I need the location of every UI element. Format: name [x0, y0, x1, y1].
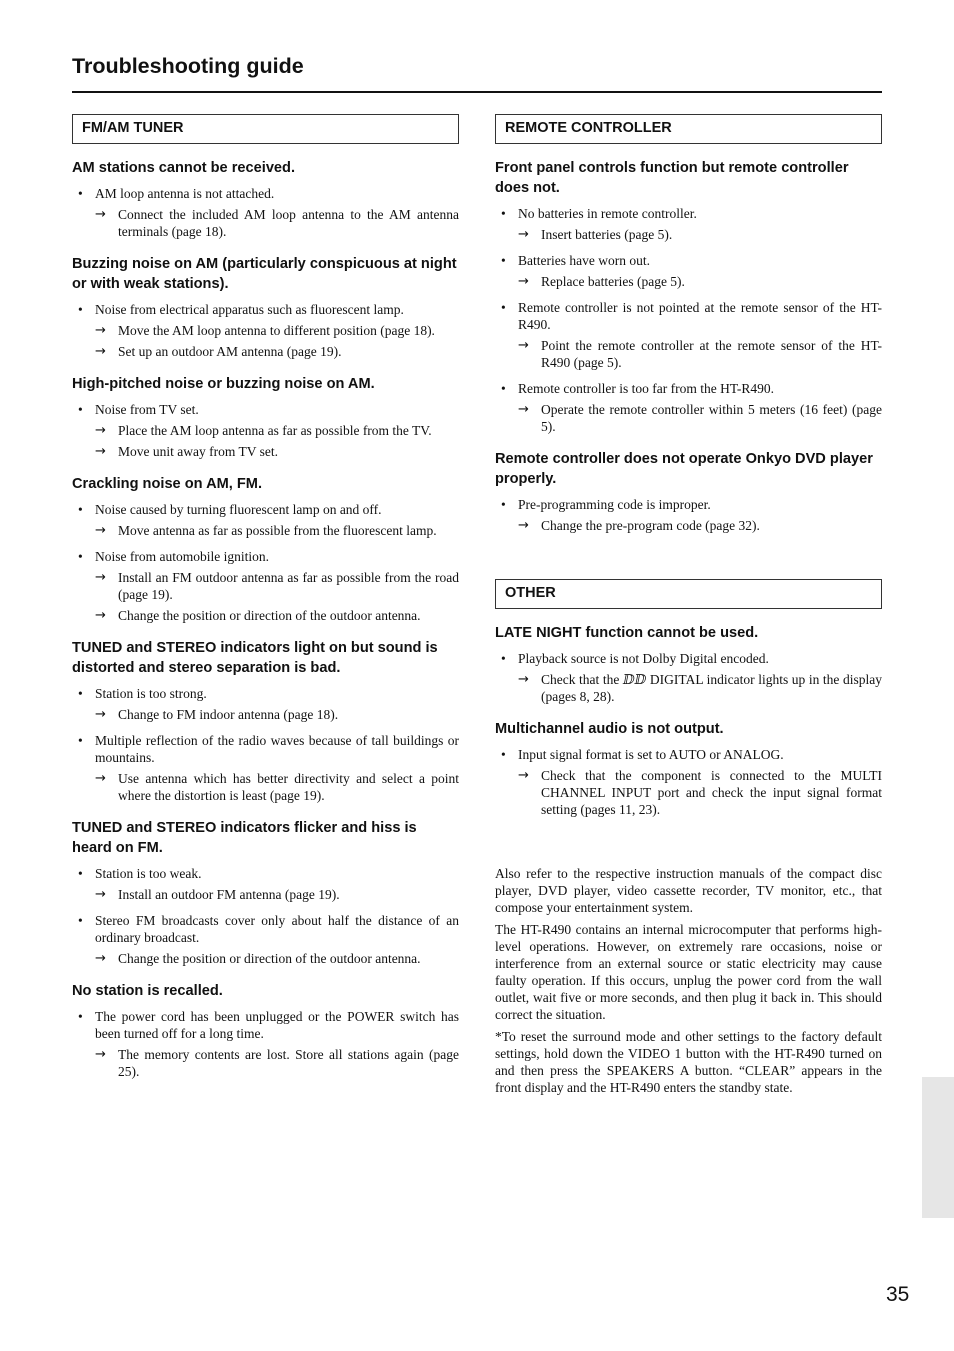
solution-item [72, 569, 459, 603]
remote-problems [495, 158, 882, 534]
cause-item [72, 865, 459, 882]
cause-text: Station is too weak. [95, 866, 202, 881]
cause-text: Station is too strong. [95, 686, 207, 701]
cause-item [495, 746, 882, 763]
arrow-right-icon: → [518, 518, 529, 533]
page-title: Troubleshooting guide [72, 54, 304, 78]
cause-item [72, 301, 459, 318]
arrow-right-icon: → [518, 672, 529, 687]
problem-item [72, 474, 459, 624]
cause-group [495, 205, 882, 243]
solution-text: Place the AM loop antenna as far as possible from the TV. [118, 423, 432, 438]
solution-item [495, 337, 882, 371]
cause-text: Pre-programming code is improper. [518, 497, 711, 512]
solution-item [72, 607, 459, 624]
cause-item [72, 912, 459, 946]
solution-text: Move the AM loop antenna to different position (page 18). [118, 323, 435, 338]
solution-text: Move unit away from TV set. [118, 444, 278, 459]
cause-item [495, 496, 882, 513]
bullet-icon: • [78, 302, 83, 317]
notes [495, 865, 882, 1096]
arrow-right-icon: → [95, 771, 106, 786]
section-header-fm-am-tuner: FM/AM TUNER [72, 114, 459, 144]
solution-item [72, 950, 459, 967]
solution-item [72, 706, 459, 723]
solution-item [495, 767, 882, 818]
solution-text: Install an outdoor FM antenna (page 19). [118, 887, 340, 902]
arrow-right-icon: → [95, 344, 106, 359]
arrow-right-icon: → [95, 887, 106, 902]
cause-item [72, 1008, 459, 1042]
problem-title: TUNED and STEREO indicators flicker and hiss is heard on FM. [72, 820, 417, 856]
problem-title: LATE NIGHT function cannot be used. [495, 625, 759, 641]
solution-text: Install an FM outdoor antenna as far as possible from the road (page 19). [118, 570, 459, 602]
cause-text: Noise from TV set. [95, 402, 199, 417]
arrow-right-icon: → [95, 207, 106, 222]
solution-text: Set up an outdoor AM antenna (page 19). [118, 344, 342, 359]
cause-group [72, 685, 459, 723]
cause-group [72, 865, 459, 903]
bullet-icon: • [501, 206, 506, 221]
fm-am-problems [72, 158, 459, 1080]
other-problems [495, 623, 882, 818]
solution-text: The memory contents are lost. Store all stations again (page 25). [118, 1047, 459, 1079]
note-paragraph: *To reset the surround mode and other settings to the factory default settings, hold down the VIDEO 1 button with the HT-R490 turned on and then press the SPEAKERS A button. “CLEAR” appears in the front display and the HT-R490 enters the standby state. [495, 1029, 882, 1095]
cause-group [72, 912, 459, 967]
problem-item [495, 719, 882, 818]
arrow-right-icon: → [95, 523, 106, 538]
solution-item [72, 343, 459, 360]
bullet-icon: • [501, 253, 506, 268]
problem-item [495, 158, 882, 435]
cause-group [72, 501, 459, 539]
bullet-icon: • [78, 913, 83, 928]
arrow-right-icon: → [95, 570, 106, 585]
arrow-right-icon: → [95, 423, 106, 438]
bullet-icon: • [78, 502, 83, 517]
solution-item [495, 517, 882, 534]
cause-item [72, 548, 459, 565]
bullet-icon: • [78, 1009, 83, 1024]
bullet-icon: • [501, 497, 506, 512]
page-number: 35 [886, 1283, 910, 1306]
bullet-icon: • [78, 402, 83, 417]
problem-item [72, 981, 459, 1080]
cause-item [72, 185, 459, 202]
solution-text: Change the pre-program code (page 32). [541, 518, 760, 533]
arrow-right-icon: → [518, 227, 529, 242]
cause-text: Remote controller is too far from the HT-R490. [518, 381, 774, 396]
problem-title: AM stations cannot be received. [72, 160, 296, 176]
solution-text: Insert batteries (page 5). [541, 227, 673, 242]
solution-text: Operate the remote controller within 5 meters (16 feet) (page 5). [541, 402, 882, 434]
solution-text: Use antenna which has better directivity and select a point where the distortion is least (page 19). [118, 771, 459, 803]
cause-group [72, 301, 459, 360]
problem-title: Buzzing noise on AM (particularly conspicuous at night or with weak stations). [72, 256, 457, 292]
note-paragraph: Also refer to the respective instruction manuals of the compact disc player, DVD player, video cassette recorder, TV monitor, etc., that compose your entertainment system. [495, 866, 882, 915]
bullet-icon: • [501, 300, 506, 315]
arrow-right-icon: → [518, 768, 529, 783]
problem-item [495, 623, 882, 705]
solution-item [72, 443, 459, 460]
solution-item [72, 422, 459, 439]
problem-title: Front panel controls function but remote controller does not. [495, 160, 849, 196]
solution-text: Move antenna as far as possible from the fluorescent lamp. [118, 523, 437, 538]
title-rule [72, 91, 882, 93]
solution-item [72, 770, 459, 804]
cause-item [72, 685, 459, 702]
solution-item [72, 886, 459, 903]
cause-item [495, 205, 882, 222]
right-column [495, 114, 882, 1101]
solution-text: Point the remote controller at the remote sensor of the HT-R490 (page 5). [541, 338, 882, 370]
solution-item [495, 273, 882, 290]
cause-item [495, 380, 882, 397]
cause-text: Stereo FM broadcasts cover only about half the distance of an ordinary broadcast. [95, 913, 459, 945]
cause-item [495, 252, 882, 269]
cause-text: Input signal format is set to AUTO or ANALOG. [518, 747, 784, 762]
solution-text: Check that the ⅅⅅ DIGITAL indicator lights up in the display (pages 8, 28). [541, 672, 882, 704]
solution-item [72, 522, 459, 539]
solution-text: Change to FM indoor antenna (page 18). [118, 707, 339, 722]
arrow-right-icon: → [95, 951, 106, 966]
bullet-icon: • [78, 733, 83, 748]
cause-text: Noise from automobile ignition. [95, 549, 269, 564]
cause-group [72, 401, 459, 460]
cause-text: No batteries in remote controller. [518, 206, 697, 221]
problem-item [72, 374, 459, 460]
left-column [72, 114, 459, 1094]
cause-text: AM loop antenna is not attached. [95, 186, 275, 201]
problem-item [72, 158, 459, 240]
problem-title: Remote controller does not operate Onkyo DVD player properly. [495, 451, 873, 487]
cause-group [495, 252, 882, 290]
cause-item [495, 299, 882, 333]
cause-text: Batteries have worn out. [518, 253, 650, 268]
cause-group [72, 548, 459, 624]
cause-item [495, 650, 882, 667]
cause-text: Noise caused by turning fluorescent lamp on and off. [95, 502, 382, 517]
arrow-right-icon: → [518, 338, 529, 353]
cause-item [72, 401, 459, 418]
solution-text: Check that the component is connected to the MULTI CHANNEL INPUT port and check the input signal format setting (pages 11, 23). [541, 768, 882, 817]
bullet-icon: • [501, 747, 506, 762]
arrow-right-icon: → [95, 1047, 106, 1062]
solution-item [72, 1046, 459, 1080]
problem-title: Crackling noise on AM, FM. [72, 476, 263, 492]
problem-item [72, 818, 459, 967]
cause-group [495, 380, 882, 435]
bullet-icon: • [78, 686, 83, 701]
cause-text: Noise from electrical apparatus such as fluorescent lamp. [95, 302, 404, 317]
cause-group [495, 299, 882, 371]
solution-text: Change the position or direction of the outdoor antenna. [118, 951, 421, 966]
bullet-icon: • [501, 381, 506, 396]
section-header-remote-controller: REMOTE CONTROLLER [495, 114, 882, 144]
solution-text: Replace batteries (page 5). [541, 274, 685, 289]
arrow-right-icon: → [95, 608, 106, 623]
cause-text: Multiple reflection of the radio waves because of tall buildings or mountains. [95, 733, 459, 765]
cause-text: Playback source is not Dolby Digital encoded. [518, 651, 769, 666]
bullet-icon: • [501, 651, 506, 666]
arrow-right-icon: → [95, 323, 106, 338]
cause-group [495, 650, 882, 705]
section-header-other: OTHER [495, 579, 882, 609]
cause-group [72, 185, 459, 240]
solution-text: Connect the included AM loop antenna to the AM antenna terminals (page 18). [118, 207, 459, 239]
cause-group [72, 732, 459, 804]
problem-item [72, 638, 459, 804]
problem-item [495, 449, 882, 534]
cause-group [495, 496, 882, 534]
arrow-right-icon: → [95, 707, 106, 722]
bullet-icon: • [78, 549, 83, 564]
solution-item [72, 322, 459, 339]
problem-title: No station is recalled. [72, 983, 223, 999]
solution-item [72, 206, 459, 240]
cause-group [495, 746, 882, 818]
bullet-icon: • [78, 186, 83, 201]
arrow-right-icon: → [518, 274, 529, 289]
solution-text: Change the position or direction of the outdoor antenna. [118, 608, 421, 623]
cause-item [72, 732, 459, 766]
bullet-icon: • [78, 866, 83, 881]
arrow-right-icon: → [95, 444, 106, 459]
arrow-right-icon: → [518, 402, 529, 417]
solution-item [495, 671, 882, 705]
problem-title: TUNED and STEREO indicators light on but sound is distorted and stereo separation is bad. [72, 640, 438, 676]
cause-text: The power cord has been unplugged or the POWER switch has been turned off for a long time. [95, 1009, 459, 1041]
problem-item [72, 254, 459, 360]
note-paragraph: The HT-R490 contains an internal microcomputer that performs high-level operations. However, on extremely rare occasions, noise or interference from an external source or static electricity may cause faulty operation. If this occurs, unplug the power cord from the wall outlet, wait five or more seconds, and then plug it back in. This should correct the situation. [495, 922, 882, 1022]
cause-group [72, 1008, 459, 1080]
solution-item [495, 226, 882, 243]
side-tab [922, 1077, 954, 1218]
problem-title: High-pitched noise or buzzing noise on AM. [72, 376, 375, 392]
cause-text: Remote controller is not pointed at the remote sensor of the HT-R490. [518, 300, 882, 332]
problem-title: Multichannel audio is not output. [495, 721, 724, 737]
cause-item [72, 501, 459, 518]
solution-item [495, 401, 882, 435]
